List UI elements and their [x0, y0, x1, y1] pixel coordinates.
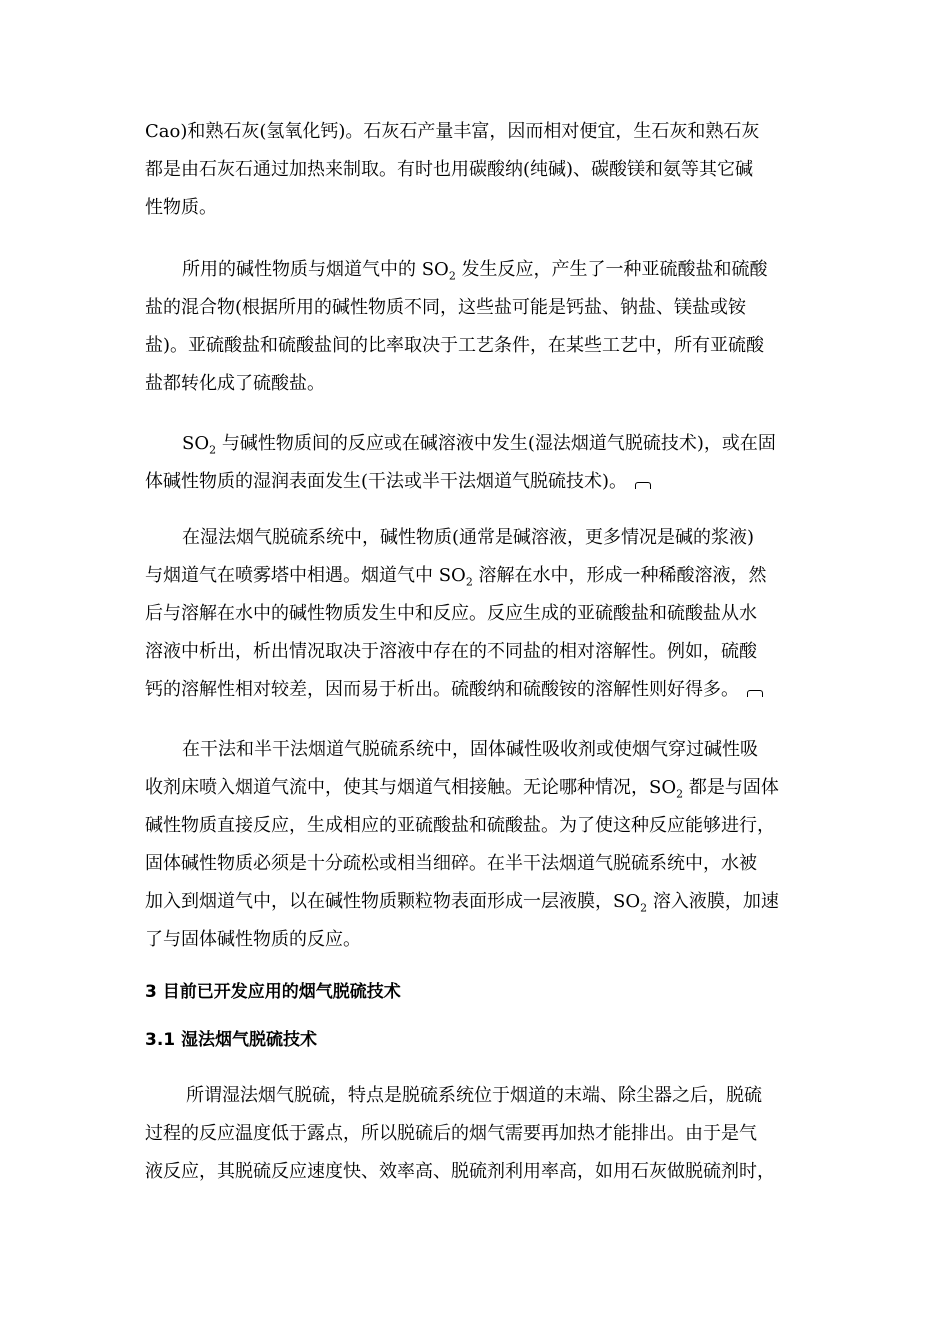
paragraph-4-line-1: 在湿法烟气脱硫系统中，碱性物质(通常是碱溶液，更多情况是碱的浆液)	[182, 527, 755, 548]
paragraph-2-line-2: 盐的混合物(根据所用的碱性物质不同，这些盐可能是钙盐、钠盐、镁盐或铵	[145, 297, 747, 318]
paragraph-3-line-2	[145, 472, 651, 492]
text-segment: 体碱性物质的湿润表面发生(干法或半干法烟道气脱硫技术)。	[145, 471, 628, 492]
text-segment: 都是与固体	[683, 777, 779, 798]
paragraph-6-line-2: 过程的反应温度低于露点，所以脱硫后的烟气需要再加热才能排出。由于是气	[145, 1123, 757, 1144]
subscript: 2	[448, 269, 456, 283]
paragraph-1-line-1: Cao)和熟石灰(氢氧化钙)。石灰石产量丰富，因而相对便宜，生石灰和熟石灰	[145, 121, 760, 142]
paragraph-5-line-3: 碱性物质直接反应，生成相应的亚硫酸盐和硫酸盐。为了使这种反应能够进行，	[145, 815, 775, 836]
text-segment: 与碱性物质间的反应或在碱溶液中发生(湿法烟道气脱硫技术)，或在固	[216, 433, 776, 454]
text-segment: 溶入液膜，加速	[647, 891, 779, 912]
subscript: 2	[640, 901, 648, 915]
paragraph-2-line-4: 盐都转化成了硫酸盐。	[145, 373, 325, 394]
paragraph-4-line-2	[145, 565, 767, 589]
paragraph-2-line-3: 盐)。亚硫酸盐和硫酸盐间的比率取决于工艺条件，在某些工艺中，所有亚硫酸	[145, 335, 765, 356]
paragraph-5-line-2	[145, 777, 779, 801]
text-segment: 所用的碱性物质与烟道气中的 SO	[182, 259, 449, 280]
paragraph-5-line-1: 在干法和半干法烟道气脱硫系统中，固体碱性吸收剂或使烟气穿过碱性吸	[182, 739, 758, 760]
paragraph-3-line-1	[182, 433, 776, 457]
paragraph-2-line-1	[182, 259, 768, 283]
text-segment: 发生反应，产生了一种亚硫酸盐和硫酸	[455, 259, 768, 280]
paragraph-5-line-6: 了与固体碱性物质的反应。	[145, 929, 361, 950]
subscript: 2	[465, 575, 473, 589]
text-segment: 溶解在水中，形成一种稀酸溶液，然	[472, 565, 767, 586]
paragraph-6-line-1: 所谓湿法烟气脱硫，特点是脱硫系统位于烟道的末端、除尘器之后，脱硫	[186, 1085, 762, 1106]
section-heading-3: 3 目前已开发应用的烟气脱硫技术	[145, 982, 401, 1002]
paragraph-5-line-5	[145, 891, 779, 915]
text-segment: 加入到烟道气中，以在碱性物质颗粒物表面形成一层液膜，SO	[145, 891, 641, 912]
paragraph-1-line-3: 性物质。	[145, 197, 217, 218]
paragraph-4-line-3: 后与溶解在水中的碱性物质发生中和反应。反应生成的亚硫酸盐和硫酸盐从水	[145, 603, 757, 624]
text-segment: 收剂床喷入烟道气流中，使其与烟道气相接触。无论哪种情况，SO	[145, 777, 677, 798]
text-segment: 钙的溶解性相对较差，因而易于析出。硫酸纳和硫酸铵的溶解性则好得多。	[145, 679, 739, 700]
paragraph-6-line-3: 液反应，其脱硫反应速度快、效率高、脱硫剂利用率高，如用石灰做脱硫剂时，	[145, 1161, 775, 1182]
paragraph-mark-icon	[747, 690, 763, 697]
paragraph-5-line-4: 固体碱性物质必须是十分疏松或相当细碎。在半干法烟道气脱硫系统中，水被	[145, 853, 757, 874]
text-segment: SO	[182, 433, 210, 454]
text-segment: 与烟道气在喷雾塔中相遇。烟道气中 SO	[145, 565, 466, 586]
paragraph-4-line-4: 溶液中析出，析出情况取决于溶液中存在的不同盐的相对溶解性。例如，硫酸	[145, 641, 757, 662]
paragraph-mark-icon	[635, 482, 651, 489]
subscript: 2	[676, 787, 684, 801]
subscript: 2	[209, 443, 217, 457]
paragraph-1-line-2: 都是由石灰石通过加热来制取。有时也用碳酸纳(纯碱)、碳酸镁和氨等其它碱	[145, 159, 754, 180]
section-heading-3-1: 3.1 湿法烟气脱硫技术	[145, 1030, 318, 1050]
paragraph-4-line-5	[145, 680, 763, 700]
